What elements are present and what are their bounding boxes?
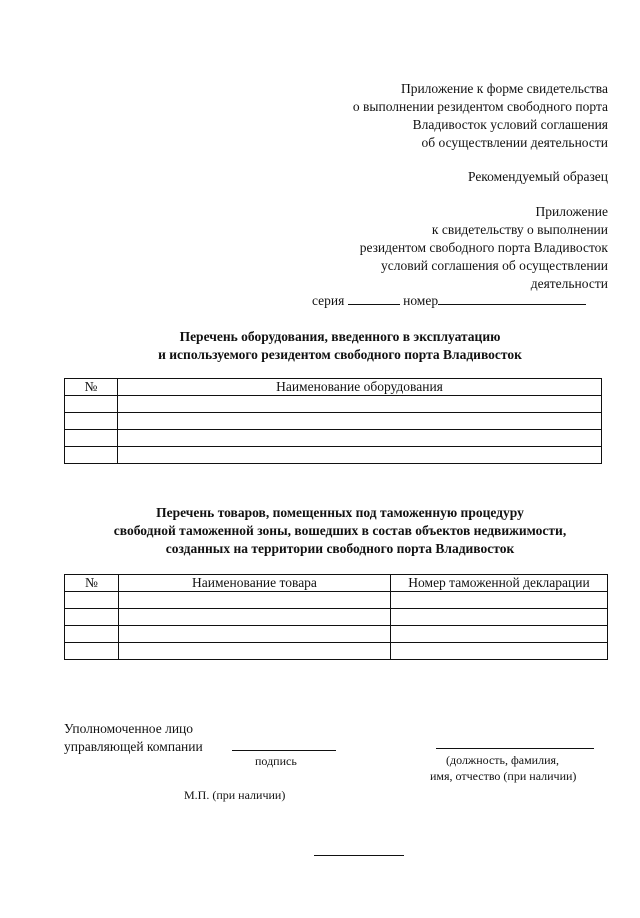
table-cell[interactable] bbox=[118, 447, 602, 464]
table-cell[interactable] bbox=[65, 430, 118, 447]
header-block bbox=[353, 80, 608, 152]
table-cell[interactable] bbox=[118, 396, 602, 413]
table-cell[interactable] bbox=[118, 430, 602, 447]
table-row bbox=[65, 447, 602, 464]
appendix-line-2: к свидетельству о выполнении bbox=[431, 222, 608, 237]
table-cell[interactable] bbox=[65, 447, 118, 464]
table-cell[interactable] bbox=[65, 609, 119, 626]
table-cell[interactable] bbox=[391, 592, 608, 609]
recommended-sample-label: Рекомендуемый образец bbox=[467, 169, 608, 184]
column-header-equipment-name: Наименование оборудования bbox=[118, 379, 602, 396]
goods-title bbox=[60, 504, 620, 558]
position-name-line[interactable] bbox=[436, 748, 594, 749]
position-caption-line-1: (должность, фамилия, bbox=[446, 753, 560, 767]
table-cell[interactable] bbox=[65, 592, 119, 609]
equipment-title-line-1: Перечень оборудования, введенного в эксплуатацию bbox=[179, 329, 501, 344]
table-row bbox=[65, 396, 602, 413]
table-cell[interactable] bbox=[391, 626, 608, 643]
table-row bbox=[65, 609, 608, 626]
equipment-title-line-2: и используемого резидентом свободного порта Владивосток bbox=[158, 347, 522, 362]
signature-line[interactable] bbox=[232, 750, 336, 751]
header-line-4: об осуществлении деятельности bbox=[421, 135, 608, 150]
stamp-label: М.П. (при наличии) bbox=[184, 788, 286, 802]
goods-table bbox=[64, 574, 608, 660]
appendix-line-5: деятельности bbox=[530, 276, 608, 291]
number-label: номер bbox=[403, 293, 439, 308]
header-line-3: Владивосток условий соглашения bbox=[412, 117, 608, 132]
series-number-row bbox=[312, 292, 586, 310]
table-header-row bbox=[65, 379, 602, 396]
table-row bbox=[65, 430, 602, 447]
table-cell[interactable] bbox=[119, 592, 391, 609]
table-cell[interactable] bbox=[65, 643, 119, 660]
management-company-label: управляющей компании bbox=[64, 739, 203, 754]
appendix-line-1: Приложение bbox=[535, 204, 608, 219]
table-cell[interactable] bbox=[65, 626, 119, 643]
signature-caption: подпись bbox=[255, 754, 297, 768]
column-header-number: № bbox=[65, 575, 119, 592]
table-cell[interactable] bbox=[119, 643, 391, 660]
appendix-line-3: резидентом свободного порта Владивосток bbox=[359, 240, 608, 255]
column-header-goods-name: Наименование товара bbox=[119, 575, 391, 592]
table-header-row bbox=[65, 575, 608, 592]
table-row bbox=[65, 413, 602, 430]
table-cell[interactable] bbox=[65, 413, 118, 430]
number-field[interactable] bbox=[438, 292, 586, 305]
goods-title-line-3: созданных на территории свободного порта Владивосток bbox=[165, 541, 515, 556]
table-cell[interactable] bbox=[118, 413, 602, 430]
table-cell[interactable] bbox=[391, 643, 608, 660]
header-line-1: Приложение к форме свидетельства bbox=[400, 81, 608, 96]
series-label: серия bbox=[312, 293, 345, 308]
table-cell[interactable] bbox=[119, 609, 391, 626]
appendix-line-4: условий соглашения об осуществлении bbox=[380, 258, 608, 273]
appendix-block bbox=[360, 203, 608, 293]
table-row bbox=[65, 592, 608, 609]
equipment-title bbox=[60, 328, 620, 364]
header-line-2: о выполнении резидентом свободного порта bbox=[352, 99, 608, 114]
table-cell[interactable] bbox=[119, 626, 391, 643]
position-caption-line-2: имя, отчество (при наличии) bbox=[430, 769, 577, 783]
column-header-number: № bbox=[65, 379, 118, 396]
column-header-declaration-number: Номер таможенной декларации bbox=[391, 575, 608, 592]
table-row bbox=[65, 626, 608, 643]
series-field[interactable] bbox=[348, 292, 400, 305]
table-cell[interactable] bbox=[391, 609, 608, 626]
table-cell[interactable] bbox=[65, 396, 118, 413]
bottom-line bbox=[314, 855, 404, 856]
authorized-person-label: Уполномоченное лицо bbox=[64, 721, 194, 736]
equipment-table bbox=[64, 378, 602, 464]
goods-title-line-2: свободной таможенной зоны, вошедших в состав объектов недвижимости, bbox=[113, 523, 567, 538]
goods-title-line-1: Перечень товаров, помещенных под таможенную процедуру bbox=[156, 505, 524, 520]
table-row bbox=[65, 643, 608, 660]
